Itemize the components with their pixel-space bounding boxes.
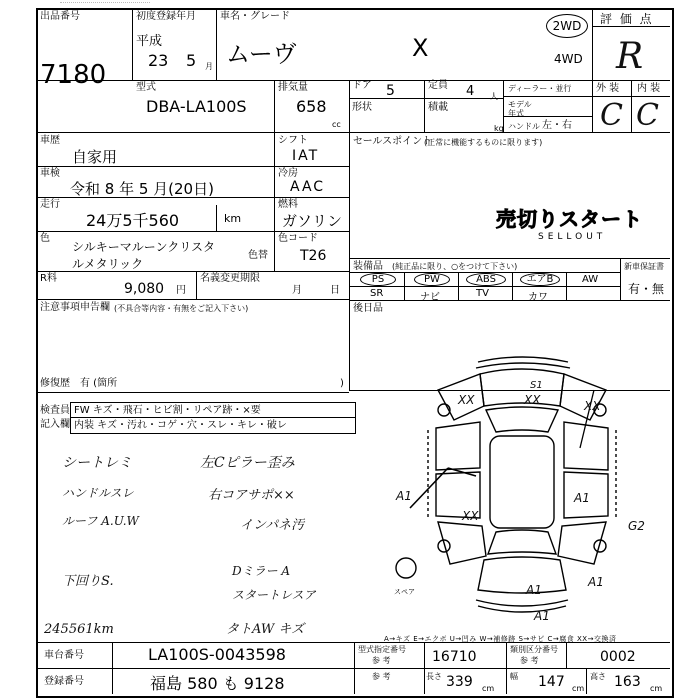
left-rear-quarter — [438, 522, 486, 564]
right-front-fender — [560, 374, 606, 420]
tax-label: 名義変更期限 — [200, 273, 260, 284]
mark-top: S1 — [530, 380, 543, 391]
new-warranty-label: 新車保証書 — [624, 262, 664, 271]
repair-label: 修復歴 — [40, 378, 70, 389]
interior-grade: C — [636, 98, 659, 133]
vline — [196, 271, 197, 299]
car-name: ムーヴ — [226, 40, 297, 68]
inspector-label-2: 記入欄 — [40, 419, 70, 430]
hline — [36, 642, 670, 643]
handle-label: ハンドル — [508, 122, 540, 131]
exterior-label: 外 装 — [596, 83, 620, 94]
dims-ref: 参 考 — [372, 672, 391, 681]
chassis: LA100S-0043598 — [148, 645, 286, 664]
chassis-label: 車台番号 — [44, 650, 84, 661]
lot-label: 出品番号 — [40, 11, 80, 22]
hw-right-4: Dミラー A — [232, 564, 291, 578]
sales-point-sub: (正常に機能するものに限ります) — [424, 138, 543, 147]
hline — [36, 166, 349, 167]
hw-right-3: インパネ汚 — [240, 518, 305, 533]
equip-sr: SR — [370, 288, 384, 299]
equip-pw: PW — [414, 273, 450, 286]
load-label: 積載 — [428, 102, 448, 113]
warranty-value: 有・無 — [628, 282, 665, 296]
width: 147 — [538, 674, 565, 690]
sales-point-label: セールスポイント — [353, 136, 433, 147]
inspection-label: 車検 — [40, 168, 60, 179]
stamp-sub: SELLOUT — [538, 232, 607, 242]
mileage: 24万5千560 — [86, 211, 180, 230]
hline — [36, 271, 349, 272]
hline — [36, 392, 349, 393]
history-label: 車歴 — [40, 135, 60, 146]
mark-fr-fender: XX — [584, 399, 601, 413]
category-label: 類別区分番号 — [510, 645, 558, 654]
reg: 福島 580 も 9128 — [150, 674, 285, 693]
month-unit: 月 — [205, 62, 213, 71]
capacity-unit: 人 — [490, 92, 498, 101]
vline — [424, 642, 425, 694]
vline — [503, 80, 504, 132]
hline — [36, 80, 592, 81]
vline — [506, 642, 507, 694]
vline — [216, 205, 217, 231]
hw-left-2: ハンドルスレ — [62, 486, 134, 500]
reg-label: 登録番号 — [44, 676, 84, 687]
lot-number: 7180 — [40, 60, 107, 90]
hline — [349, 258, 670, 259]
reg-year-label: 初度登録年月 — [136, 11, 196, 22]
mileage-unit: km — [224, 212, 242, 225]
hw-left-3: ルーフ A.U.W — [62, 514, 139, 528]
after-sale-label: 後日品 — [353, 303, 383, 314]
car-name-label: 車名・グレード — [220, 11, 290, 22]
hw-right-6: タトAW キズ — [226, 622, 305, 637]
damage-stroke — [410, 468, 476, 508]
right-rear-quarter — [558, 522, 606, 564]
model-label: 型式 — [136, 82, 156, 93]
rear-bumper-line-2 — [478, 606, 566, 612]
hline — [349, 98, 503, 99]
hw-right-1: 左Cピラー歪み — [200, 455, 295, 471]
capacity-label: 定員 — [428, 80, 448, 91]
displacement-unit: cc — [332, 120, 341, 129]
interior-label: 内 装 — [637, 83, 661, 94]
vline — [566, 272, 567, 300]
length-label: 長さ — [426, 672, 442, 681]
repair-close: ) — [340, 378, 344, 389]
load-unit: kg — [494, 124, 504, 133]
hood-outline — [480, 369, 564, 406]
handle-value: 左・右 — [542, 120, 572, 131]
hline — [503, 96, 592, 97]
vline — [424, 80, 425, 132]
category: 0002 — [600, 649, 636, 665]
mark-fl-fender: XX — [458, 393, 475, 407]
roof-outline — [490, 436, 554, 528]
displacement-label: 排気量 — [278, 82, 308, 93]
car-diagram — [380, 350, 665, 635]
vline — [458, 272, 459, 300]
inspector-label-1: 検査員 — [40, 405, 70, 416]
equip-abs: ABS — [466, 273, 506, 286]
hline — [36, 231, 349, 232]
shift-label: シフト — [278, 135, 308, 146]
notes-label: 注意事項申告欄 — [40, 302, 110, 313]
width-label: 幅 — [510, 672, 518, 681]
height: 163 — [614, 674, 641, 690]
ac: AAC — [290, 179, 326, 195]
fuel: ガソリン — [282, 212, 343, 230]
model-year-label: モデル年式 — [508, 100, 532, 118]
tax-day: 日 — [330, 285, 340, 296]
drive-4wd: 4WD — [554, 52, 583, 66]
vline — [512, 272, 513, 300]
vline — [631, 80, 632, 132]
length-unit: cm — [482, 684, 495, 693]
top-dots — [60, 2, 150, 3]
doors: 5 — [386, 83, 395, 99]
width-unit: cm — [572, 684, 585, 693]
hw-right-2: 右コアサポ×× — [208, 488, 295, 503]
inspector-row1: FW キズ・飛石・ヒビ割・リペア跡・×要 — [74, 405, 261, 416]
rear-glass — [488, 530, 556, 554]
vline — [404, 272, 405, 300]
length: 339 — [446, 674, 473, 690]
hline — [36, 197, 349, 198]
recycle-label: R料 — [40, 273, 57, 284]
vline — [216, 8, 217, 80]
inspector-row2: 内装 キズ・汚れ・コゲ・穴・スレ・キレ・破レ — [74, 420, 287, 431]
mark-rear-right: A1 — [588, 575, 604, 589]
repair-value: 有 (箇所 — [80, 378, 118, 389]
hw-left-5: 245561km — [44, 622, 114, 637]
hline — [349, 300, 670, 301]
left-front-door — [436, 422, 480, 470]
shift: IAT — [292, 148, 320, 164]
model: DBA-LA100S — [146, 97, 247, 116]
mark-hood: XX — [524, 393, 541, 407]
exterior-grade: C — [600, 98, 623, 133]
doors-label: ドア — [352, 80, 372, 91]
vline — [566, 642, 567, 668]
designation-ref: 参 考 — [372, 656, 391, 665]
equipment-sub: (純正品に限り、○をつけて下さい) — [392, 262, 518, 271]
hline — [503, 116, 592, 117]
hw-left-4: 下回りS. — [62, 574, 114, 589]
vline — [132, 8, 133, 80]
vline — [586, 668, 587, 694]
vline — [349, 80, 350, 132]
color-label: 色 — [40, 233, 50, 244]
mark-right-sill: A1 — [574, 491, 590, 505]
equip-ps: PS — [360, 273, 396, 286]
spare-tire — [396, 558, 416, 578]
hline — [349, 286, 620, 287]
designation-label: 型式指定番号 — [358, 645, 406, 654]
front-bumper-line-2 — [476, 363, 570, 368]
vline — [112, 642, 113, 694]
equip-navi: ナビ — [420, 292, 440, 303]
ac-label: 冷房 — [278, 168, 298, 179]
hline — [36, 132, 670, 133]
history: 自家用 — [72, 148, 118, 166]
vline — [620, 258, 621, 300]
equip-leather: カワ — [528, 292, 548, 303]
month: 5 — [186, 51, 197, 70]
vline — [349, 132, 350, 390]
color-change-label: 色替 — [248, 250, 268, 261]
recycle: 9,080 — [124, 281, 165, 297]
vline — [354, 642, 355, 694]
era: 平成 — [136, 34, 163, 49]
spare-label: スペア — [394, 588, 415, 596]
inspection: 令和 8 年 5 月(20日) — [70, 180, 214, 198]
rear-bumper-line — [476, 600, 568, 606]
damage-legend: A→キズ E→エクボ U→凹み W→補修跡 S→サビ C→腐食 XX→交換済 — [384, 635, 617, 643]
color-line1: シルキーマルーンクリスタ — [72, 240, 215, 254]
fuel-label: 燃料 — [278, 199, 298, 210]
mark-right-rear: G2 — [628, 519, 645, 533]
category-ref: 参 考 — [520, 656, 539, 665]
color-code-label: 色コード — [278, 233, 318, 244]
capacity: 4 — [466, 84, 475, 99]
equipment-label: 装備品 — [353, 261, 383, 272]
rear-hatch — [478, 557, 566, 593]
right-front-door — [564, 422, 608, 470]
vline — [274, 80, 275, 132]
recycle-unit: 円 — [176, 285, 186, 296]
hw-left-1: シートレミ — [62, 455, 132, 471]
mileage-label: 走行 — [40, 199, 60, 210]
year: 23 — [148, 51, 169, 70]
tax-month: 月 — [292, 285, 302, 296]
mark-rear-hatch: A1 — [526, 583, 542, 597]
color-code: T26 — [300, 248, 327, 264]
stamp-main: 売切りスタート — [496, 207, 643, 231]
mark-rear-bumper: A1 — [534, 609, 550, 623]
height-label: 高さ — [590, 672, 606, 681]
equip-aw: AW — [582, 274, 599, 285]
score: R — [616, 36, 644, 77]
windshield — [486, 407, 558, 432]
dealer-label: ディーラー・並行 — [508, 84, 572, 93]
designation: 16710 — [432, 649, 477, 665]
score-label: 評 価 点 — [600, 12, 654, 26]
hline — [70, 417, 356, 418]
displacement: 658 — [296, 97, 327, 116]
grade: X — [412, 34, 429, 62]
shape-label: 形状 — [352, 102, 372, 113]
sellout-stamp — [496, 203, 656, 242]
mark-left-sill: A1 — [396, 489, 412, 503]
front-bumper-line — [478, 357, 568, 362]
hline — [36, 668, 670, 669]
mark-left-door: XX — [462, 509, 479, 523]
hline — [36, 299, 349, 300]
height-unit: cm — [650, 684, 663, 693]
color-line2: ルメタリック — [72, 257, 144, 271]
hw-right-5: スタートレスア — [232, 588, 316, 602]
equip-tv: TV — [476, 288, 489, 299]
vline — [274, 132, 275, 271]
notes-sub: (不具合等内容・有無をご記入下さい) — [114, 304, 249, 313]
drive-2wd-circle: 2WD — [546, 14, 588, 38]
equip-airbag: エアB — [520, 273, 560, 286]
